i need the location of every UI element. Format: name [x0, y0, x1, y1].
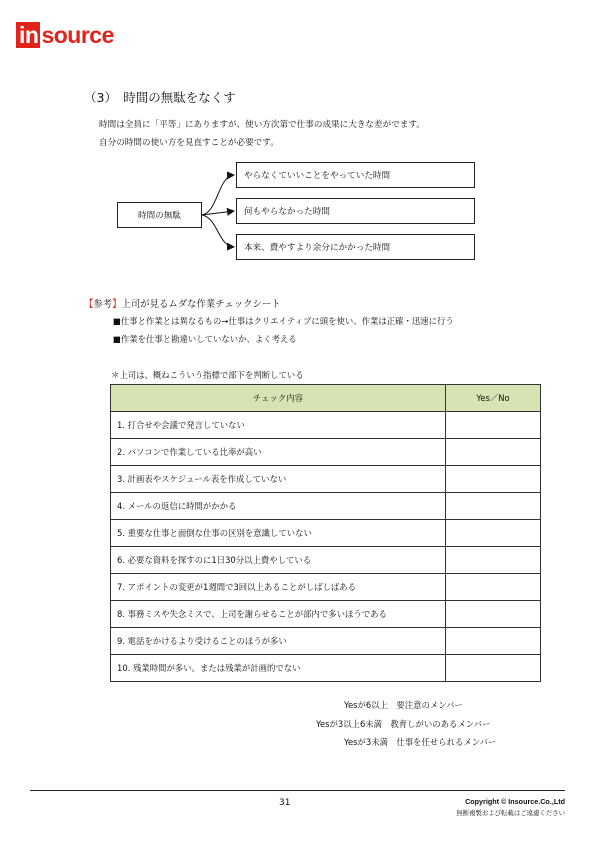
- answer-cell[interactable]: [446, 547, 541, 574]
- check-item: 4. メールの返信に時間がかかる: [111, 493, 446, 520]
- section-title: （3） 時間の無駄をなくす: [84, 90, 236, 105]
- check-item: 5. 重要な仕事と面倒な仕事の区別を意識していない: [111, 520, 446, 547]
- diagram-branch-1: やらなくていいことをやっていた時間: [236, 162, 475, 188]
- logo-source-text: source: [41, 22, 114, 48]
- check-item: 2. パソコンで作業している比率が高い: [111, 439, 446, 466]
- table-row: [111, 466, 541, 493]
- answer-cell[interactable]: [446, 439, 541, 466]
- table-row: [111, 655, 541, 682]
- table-row: [111, 520, 541, 547]
- reference-label: 参考: [93, 299, 113, 310]
- check-item: 10. 残業時間が多い。または残業が計画的でない: [111, 655, 446, 682]
- diagram-center-box: 時間の無駄: [117, 202, 202, 228]
- insource-logo: [16, 22, 114, 48]
- diagram-branch-3: 本来、費やすより余分にかかった時間: [236, 234, 475, 260]
- answer-cell[interactable]: [446, 520, 541, 547]
- scoring-line-2: Yesが3以上6未満 教育しがいのあるメンバー: [316, 719, 491, 729]
- bracket-close: 】: [112, 299, 122, 310]
- answer-cell[interactable]: [446, 655, 541, 682]
- table-row: [111, 601, 541, 628]
- logo-in-block: in: [16, 22, 40, 48]
- header-yes-no: Yes／No: [446, 385, 541, 412]
- answer-cell[interactable]: [446, 601, 541, 628]
- answer-cell[interactable]: [446, 493, 541, 520]
- table-row: [111, 412, 541, 439]
- answer-cell[interactable]: [446, 628, 541, 655]
- table-row: [111, 493, 541, 520]
- table-row: [111, 628, 541, 655]
- table-header-row: [111, 385, 541, 412]
- scoring-line-3: Yesが3未満 仕事を任せられるメンバー: [344, 737, 497, 747]
- scoring-line-1: Yesが6以上 要注意のメンバー: [344, 700, 463, 710]
- copyright-text: Copyright © Insource.Co.,Ltd: [465, 797, 565, 806]
- table-row: [111, 574, 541, 601]
- header-check-item: チェック内容: [111, 385, 446, 412]
- check-item: 7. アポイントの変更が1週間で3回以上あることがしばしばある: [111, 574, 446, 601]
- check-item: 9. 電話をかけるより受けることのほうが多い: [111, 628, 446, 655]
- answer-cell[interactable]: [446, 466, 541, 493]
- reference-title-text: 上司が見るムダな作業チェックシート: [121, 299, 281, 310]
- reference-bullet-2: ■作業を仕事と勘違いしていないか、よく考える: [113, 334, 297, 344]
- answer-cell[interactable]: [446, 412, 541, 439]
- reference-title: [84, 296, 281, 310]
- page-number: 31: [279, 798, 291, 808]
- check-item: 1. 打合せや会議で発言していない: [111, 412, 446, 439]
- check-item: 6. 必要な資料を探すのに1日30分以上費やしている: [111, 547, 446, 574]
- footer-divider: [30, 790, 565, 791]
- intro-line-1: 時間は全員に「平等」にありますが、使い方次第で仕事の成果に大きな差がでます。: [99, 120, 425, 130]
- answer-cell[interactable]: [446, 574, 541, 601]
- reference-note: ＊上司は、概ねこういう指標で部下を判断している: [111, 370, 304, 380]
- check-sheet-table: [110, 384, 541, 682]
- check-item: 8. 事務ミスや失念ミスで、上司を謝らせることが部内で多いほうである: [111, 601, 446, 628]
- check-item: 3. 計画表やスケジュール表を作成していない: [111, 466, 446, 493]
- table-row: [111, 439, 541, 466]
- copyright-note: 無断複製および転載はご遠慮ください: [456, 809, 565, 817]
- bracket-open: 【: [84, 299, 94, 310]
- diagram-branch-2: 何もやらなかった時間: [236, 198, 475, 224]
- table-row: [111, 547, 541, 574]
- reference-bullet-1: ■仕事と作業とは異なるもの→仕事はクリエイティブに頭を使い、作業は正確・迅速に行う: [113, 316, 454, 326]
- intro-line-2: 自分の時間の使い方を見直すことが必要です。: [99, 138, 279, 148]
